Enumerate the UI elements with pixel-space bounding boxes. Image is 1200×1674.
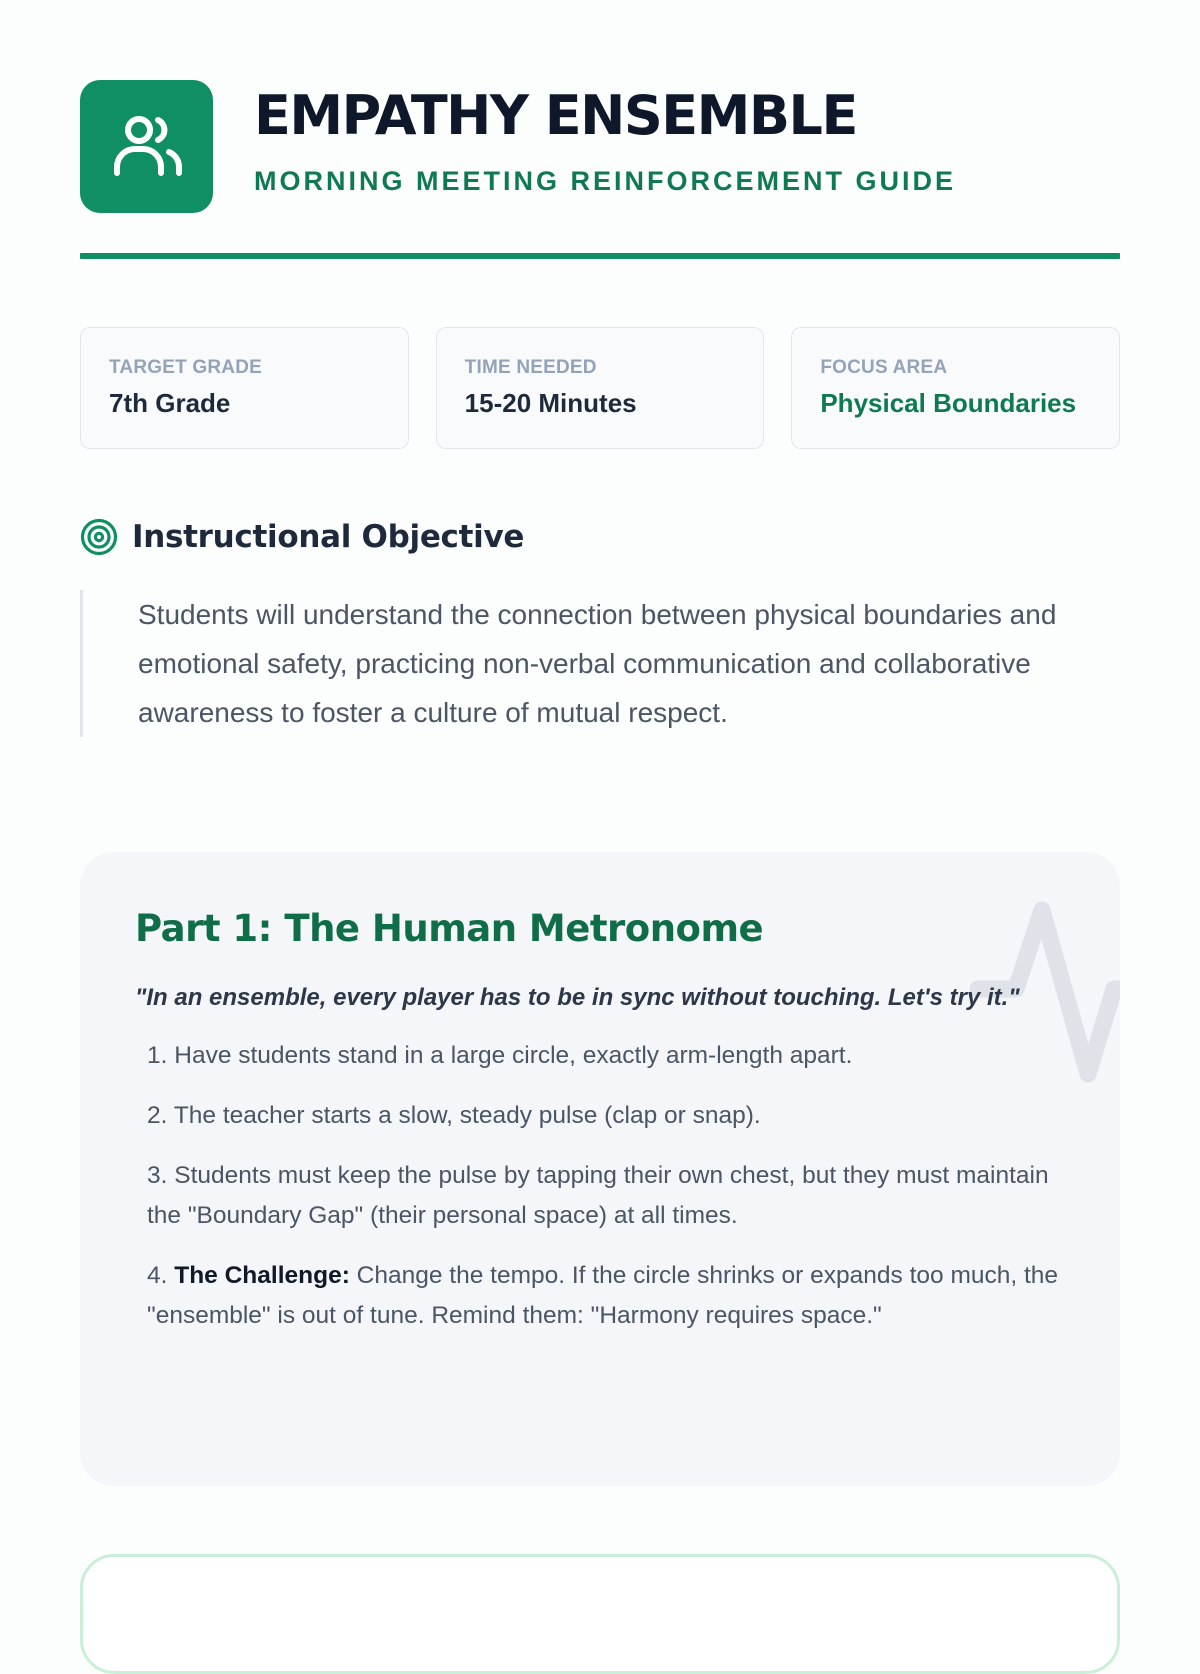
step-item	[147, 1156, 1066, 1236]
step-emphasis: The Challenge:	[174, 1262, 350, 1289]
users-icon	[109, 109, 185, 185]
card-value: Physical Boundaries	[820, 388, 1077, 418]
step-number: 2.	[147, 1102, 168, 1129]
target-icon	[80, 518, 118, 556]
part-1-panel	[80, 852, 1120, 1486]
step-number: 1.	[147, 1042, 168, 1069]
step-item	[147, 1096, 1066, 1136]
logo	[80, 80, 213, 213]
step-item	[147, 1036, 1066, 1076]
step-text: Have students stand in a large circle, exactly arm-length apart.	[174, 1042, 853, 1069]
objective-heading-row	[80, 518, 524, 556]
objective-text: Students will understand the connection between physical boundaries and emotional safety, practicing non-verbal communication and collaborative awareness to foster a culture of mutual respect.	[138, 599, 1057, 728]
info-card-focus	[791, 327, 1120, 449]
info-card-time	[436, 327, 765, 449]
info-cards	[80, 327, 1120, 449]
objective-heading: Instructional Objective	[132, 519, 525, 555]
part-1-quote: "In an ensemble, every player has to be in sync without touching. Let's try it."	[135, 984, 1020, 1011]
step-text: The teacher starts a slow, steady pulse (clap or snap).	[173, 1102, 761, 1129]
step-number: 4.	[147, 1262, 168, 1289]
card-value: 7th Grade	[109, 388, 231, 418]
objective-body	[80, 590, 1070, 737]
part-1-heading: Part 1: The Human Metronome	[135, 907, 764, 950]
page-subtitle: MORNING MEETING REINFORCEMENT GUIDE	[254, 166, 957, 196]
step-text: Students must keep the pulse by tapping their own chest, but they must maintain the "Boundary Gap" (their personal space) at all times.	[147, 1162, 1049, 1229]
step-text: Change the tempo. If the circle shrinks or expands too much, the "ensemble" is out of tune. Remind them: "Harmony requires space."	[147, 1262, 1059, 1329]
card-label: FOCUS AREA	[820, 357, 948, 378]
part-2-panel	[80, 1554, 1120, 1674]
step-number: 3.	[147, 1162, 168, 1189]
card-label: TARGET GRADE	[109, 357, 262, 378]
steps-list	[135, 1036, 1066, 1336]
page-title: EMPATHY ENSEMBLE	[254, 84, 857, 147]
card-label: TIME NEEDED	[464, 357, 597, 378]
step-item	[147, 1256, 1066, 1336]
header-divider	[80, 253, 1120, 259]
info-card-grade	[80, 327, 409, 449]
card-value: 15-20 Minutes	[464, 388, 637, 418]
